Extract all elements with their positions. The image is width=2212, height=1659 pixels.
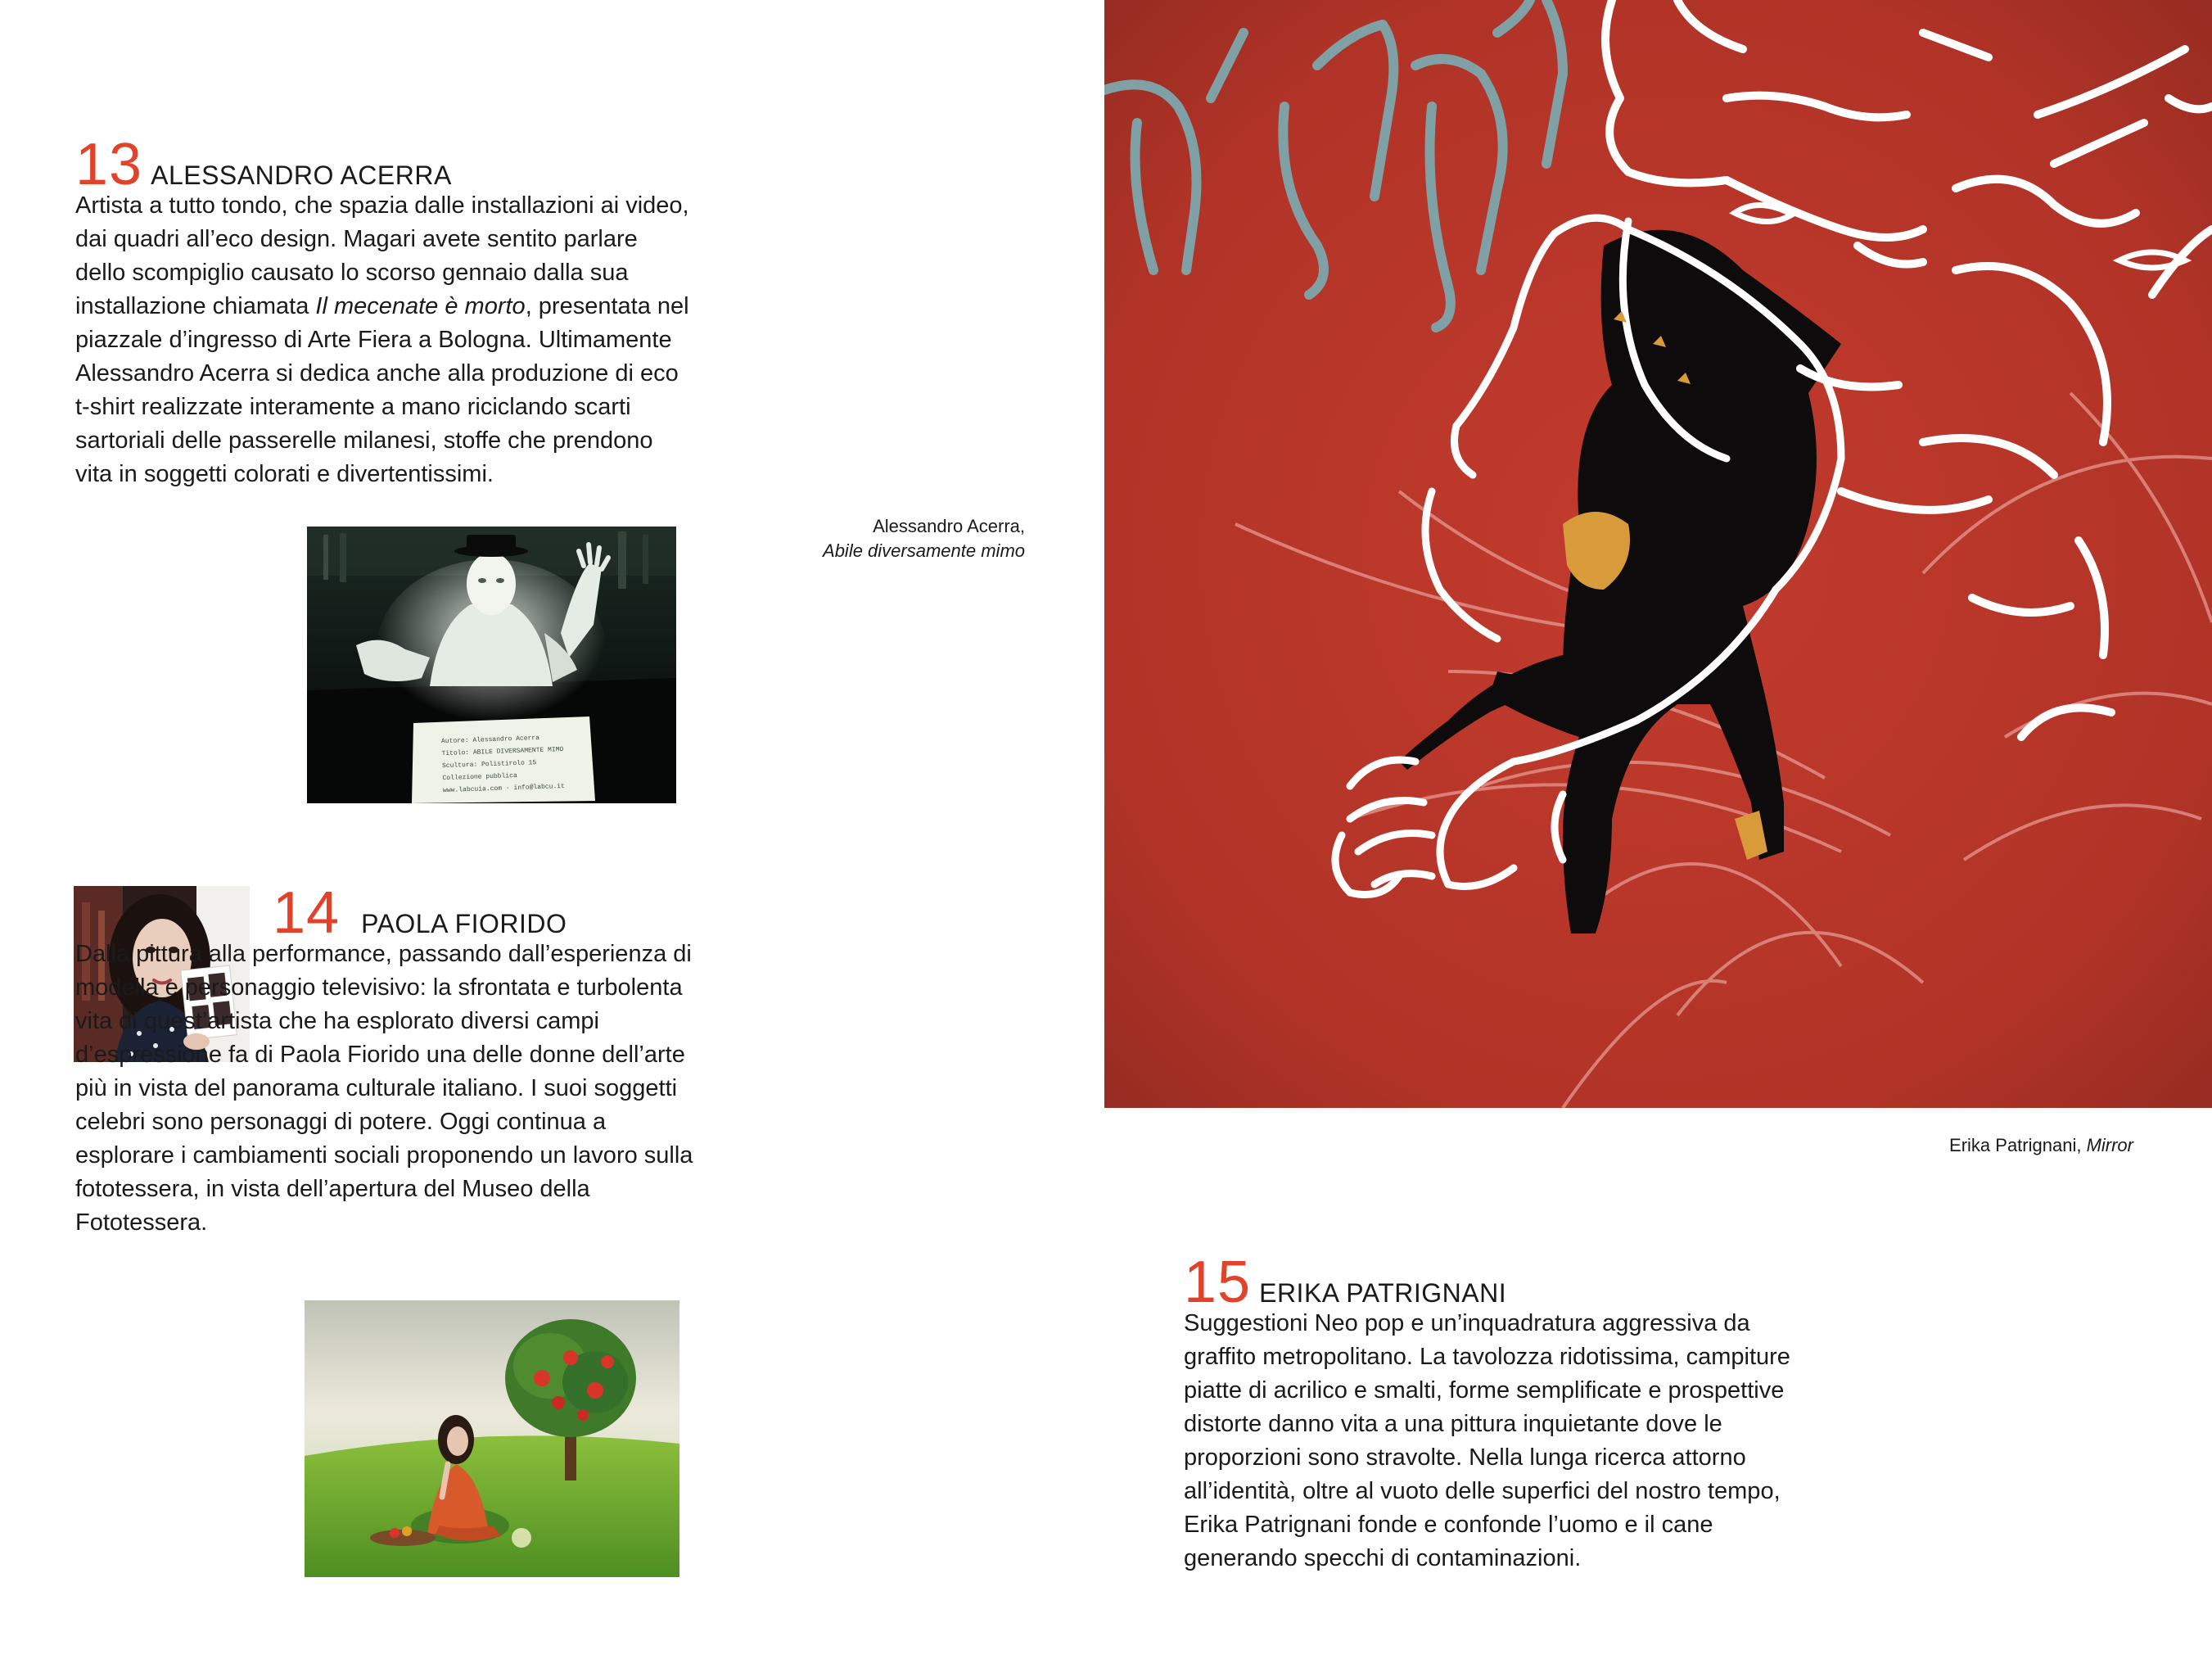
mime-card-line-5: www.labcuia.com · info@labcu.it	[442, 782, 565, 795]
artist-14-number: 14	[273, 880, 341, 946]
artist-15-name: ERIKA PATRIGNANI	[1259, 1278, 1507, 1308]
artist-15-bio	[1184, 1307, 1802, 1575]
artist-15-bio-text: Suggestioni Neo pop e un’inquadratura aggressiva da graffito metropolitano. La tavolozza ridotissima, campiture piatte di acrilico e smalti, forme semplificate e prospettive distorte danno vita a una pittura inquietante dove le proporzioni sono stravolte. Nella lunga ricerca attorno all’identità, oltre al vuoto delle superfici del nostro tempo, Erika Patrignani fonde e confonde l’uomo e il cane generando specchi di contaminazioni.	[1184, 1310, 1790, 1571]
artist-15-caption	[1724, 1133, 2133, 1158]
artist-15-caption-artist: Erika Patrignani,	[1949, 1135, 2087, 1155]
artist-14-name: PAOLA FIORIDO	[361, 909, 567, 938]
artist-13-caption-work: Abile diversamente mimo	[823, 540, 1025, 561]
mime-photo	[307, 527, 676, 803]
mime-card-line-2: Titolo: ABILE DIVERSAMENTE MIMO	[441, 745, 564, 758]
artist-13-heading	[75, 132, 452, 197]
mime-card-line-4: Collezione pubblica	[442, 771, 517, 783]
artist-15-heading	[1184, 1250, 1507, 1315]
mirror-painting	[1104, 0, 2212, 1108]
mime-card-line-3: Scultura: Polistirolo 15	[441, 759, 537, 771]
artist-13-bio-part1: Artista a tutto tondo, che spazia dalle installazioni ai video, dai quadri all’eco design. Magari avete sentito parlare dello scompiglio causato lo scorso gennaio dalla sua installazione chiamata	[75, 192, 689, 319]
artist-14-bio	[75, 938, 697, 1240]
artist-13-bio	[75, 189, 693, 491]
artist-13-caption	[697, 514, 1025, 563]
artist-13-name: ALESSANDRO ACERRA	[151, 160, 452, 190]
mime-card-text	[441, 730, 591, 797]
mirror-painting-image	[1104, 0, 2212, 1108]
artist-13-work-title: Il mecenate è morto	[315, 293, 526, 319]
mime-card-line-1: Autore: Alessandro Acerra	[440, 734, 540, 746]
artist-15-number: 15	[1184, 1250, 1252, 1315]
artist-14-bio-text: Dalla pittura alla performance, passando dall’esperienza di modella e personaggio televisivo: la sfrontata e turbolenta vita di quest’artista che ha esplorato diversi campi d’espressione fa di Paola Fiorido una delle donne dell’arte più in vista del panorama culturale italiano. I suoi soggetti celebri sono personaggi di potere. Oggi continua a esplorare i cambiamenti sociali proponendo un lavoro sulla fototessera, in vista dell’apertura del Museo della Fototessera.	[75, 941, 693, 1236]
artist-13-bio-part2: , presentata nel piazzale d’ingresso di Arte Fiera a Bologna. Ultimamente Alessandro Acerra si dedica anche alla produzione di eco t-shirt realizzate interamente a mano riciclando scarti sartoriali delle passerelle milanesi, stoffe che prendono vita in soggetti colorati e divertentissimi.	[75, 293, 689, 487]
garden-photo-image	[305, 1300, 679, 1577]
artist-15-caption-work: Mirror	[2086, 1135, 2133, 1155]
artist-13-number: 13	[75, 132, 143, 197]
artist-14-heading	[273, 880, 567, 946]
artist-13-caption-artist: Alessandro Acerra,	[873, 516, 1025, 536]
garden-photo	[305, 1300, 679, 1577]
